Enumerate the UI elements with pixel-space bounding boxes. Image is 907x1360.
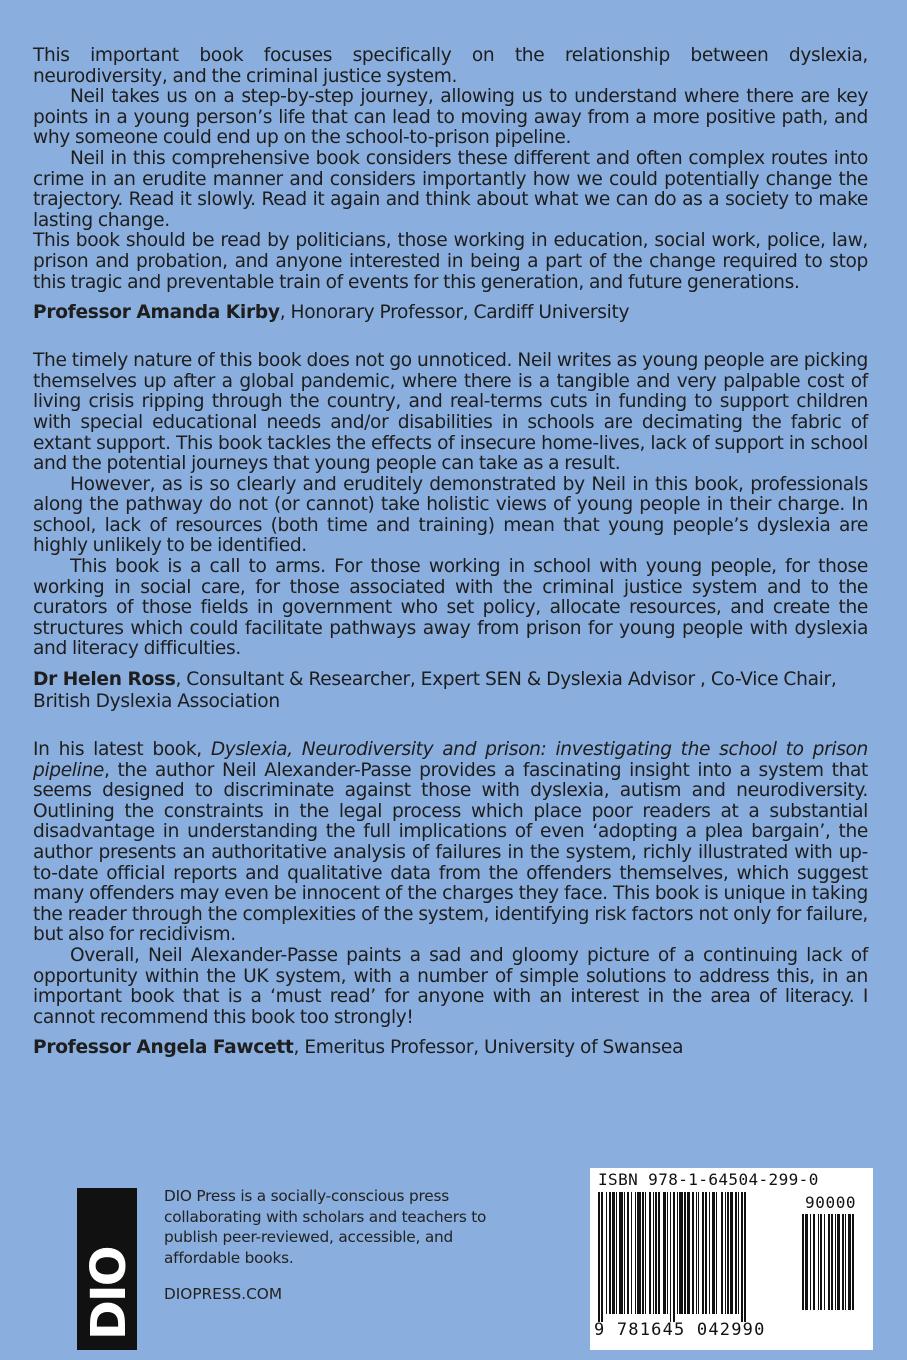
barcode-bar bbox=[696, 1192, 697, 1314]
ean-barcode-bars bbox=[598, 1192, 798, 1322]
barcode-bar bbox=[848, 1214, 851, 1310]
barcode-bar bbox=[842, 1214, 844, 1310]
barcode-bar bbox=[598, 1192, 600, 1322]
barcode-bar bbox=[810, 1214, 811, 1310]
review-3-intro: In his latest book, bbox=[33, 739, 211, 761]
barcode-bar bbox=[609, 1192, 611, 1314]
barcode-bar bbox=[677, 1192, 678, 1314]
review-1-paragraph-2: Neil takes us on a step-by-step journey, allowing us to understand where there are key points in a young person’s life that can lead to moving away from a more positive path, and why someone could end up on the school-to-prison pipeline. bbox=[33, 86, 868, 149]
barcode-bar bbox=[684, 1192, 686, 1314]
barcode-bar bbox=[642, 1192, 644, 1314]
barcode-bar bbox=[637, 1192, 641, 1314]
barcode-bar bbox=[670, 1192, 671, 1322]
barcode-bar bbox=[616, 1192, 617, 1314]
barcode-bar bbox=[716, 1192, 717, 1314]
review-1-role: , Honorary Professor, Cardiff University bbox=[279, 302, 630, 324]
barcode-bar bbox=[692, 1192, 694, 1314]
barcode-bar bbox=[687, 1192, 690, 1314]
review-1-author: Professor Amanda Kirby bbox=[33, 302, 280, 324]
barcode-bar bbox=[645, 1192, 646, 1314]
barcode-bar bbox=[705, 1192, 707, 1314]
barcode-bar bbox=[612, 1192, 615, 1314]
isbn-label: ISBN 978-1-64504-299-0 bbox=[598, 1170, 819, 1189]
review-1-paragraph-4: This book should be read by politicians, those working in education, social work, police, law, prison and probation, and anyone interested in being a part of the change required to stop this tragic and preventable train of events for this generation, and future generations. bbox=[33, 230, 868, 293]
review-1-paragraph-3: Neil in this comprehensive book considers these different and often complex routes into crime in an erudite manner and considers importantly how we could potentially change the trajectory. Read it slowly. Read it again and think about what we can do as a society to make lasting change. bbox=[33, 147, 868, 231]
barcode-bar bbox=[828, 1214, 830, 1310]
barcode bbox=[590, 1168, 873, 1350]
ean-digits: 9 781645 042990 bbox=[594, 1320, 766, 1340]
barcode-bar bbox=[698, 1192, 699, 1314]
barcode-bar bbox=[601, 1192, 603, 1322]
barcode-bar bbox=[725, 1192, 726, 1314]
review-2-role: , Consultant & Researcher, Expert SEN & Dyslexia Advisor , Co-Vice Chair, British Dyslexia Association bbox=[33, 669, 837, 713]
review-2-attribution bbox=[33, 669, 868, 713]
barcode-bar bbox=[741, 1192, 743, 1322]
review-2-author: Dr Helen Ross bbox=[33, 669, 176, 691]
barcode-bar bbox=[624, 1192, 625, 1314]
review-3-role: , Emeritus Professor, University of Swansea bbox=[293, 1037, 684, 1059]
barcode-bar bbox=[702, 1192, 704, 1314]
review-2-paragraph-1: The timely nature of this book does not go unnoticed. Neil writes as young people are picking themselves up after a global pandemic, where there is a tangible and very palpable cost of living crisis ripping through the country, and real-terms cuts in funding to support children with special educational needs and/or disabilities in schools are decimating the fabric of extant support. This book tackles the effects of insecure home-lives, lack of support in school and the potential journeys that young people can take as a result. bbox=[33, 350, 868, 475]
addon-barcode-bars bbox=[802, 1214, 868, 1318]
review-1-paragraph-1: This important book focuses specifically on the relationship between dyslexia, neurodiversity, and the criminal justice system. bbox=[33, 45, 868, 87]
barcode-bar bbox=[738, 1192, 739, 1314]
barcode-bar bbox=[619, 1192, 623, 1314]
barcode-bar bbox=[667, 1192, 668, 1314]
barcode-bar bbox=[673, 1192, 675, 1322]
barcode-bar bbox=[805, 1214, 808, 1310]
spacer bbox=[33, 713, 868, 740]
publisher-url: DIOPRESS.COM bbox=[164, 1285, 283, 1303]
barcode-bar bbox=[649, 1192, 651, 1314]
barcode-bar bbox=[824, 1214, 825, 1310]
barcode-bar bbox=[730, 1192, 733, 1314]
barcode-bar bbox=[831, 1214, 833, 1310]
book-title: Dyslexia, Neurodiversity and prison: investigating the school to prison pipeline bbox=[33, 739, 868, 781]
dio-logo-text: DIO bbox=[81, 1247, 137, 1340]
barcode-bar bbox=[727, 1192, 729, 1314]
review-3-body: , the author Neil Alexander-Passe provides a fascinating insight into a system that seems designed to discriminate against those with dyslexia, autism and neurodiversity. Outlining the constraints in the legal process which place poor readers at a substantial disadvantage in understanding the full implications of even ‘adopting a plea bargain’, the author presents an authoritative analysis of failures in the system, richly illustrated with up-to-date official reports and qualitative data from the offenders themselves, which suggest many offenders may even be innocent of the charges they face. This book is unique in taking the reader through the complexities of the system, identifying risk factors not only for failure, but also for recidivism. bbox=[33, 759, 868, 946]
review-3-author: Professor Angela Fawcett bbox=[33, 1037, 294, 1059]
back-cover-text bbox=[33, 46, 868, 1059]
barcode-bar bbox=[802, 1214, 804, 1310]
barcode-bar bbox=[653, 1192, 654, 1314]
addon-digits: 90000 bbox=[805, 1193, 857, 1212]
barcode-bar bbox=[837, 1214, 840, 1310]
barcode-bar bbox=[735, 1192, 737, 1314]
barcode-bar bbox=[820, 1214, 822, 1310]
barcode-bar bbox=[679, 1192, 683, 1314]
barcode-bar bbox=[712, 1192, 715, 1314]
barcode-bar bbox=[721, 1192, 723, 1314]
barcode-bar bbox=[658, 1192, 660, 1314]
review-2-paragraph-3: This book is a call to arms. For those working in school with young people, for those working in social care, for those associated with the criminal justice system and to the curators of those fields in government who set policy, allocate resources, and create the structures which could facilitate pathways away from prison for young people with dyslexia and literacy difficulties. bbox=[33, 556, 868, 660]
review-3-paragraph-2: Overall, Neil Alexander-Passe paints a sad and gloomy picture of a continuing lack of opportunity within the UK system, with a number of simple solutions to address this, in an important book that is a ‘must read’ for anyone with an interest in the area of literacy. I cannot recommend this book too strongly! bbox=[33, 944, 868, 1028]
review-2-paragraph-2: However, as is so clearly and eruditely demonstrated by Neil in this book, professionals along the pathway do not (or cannot) take holistic views of young people in their charge. In school, lack of resources (both time and training) mean that young people’s dyslexia are highly unlikely to be identified. bbox=[33, 473, 868, 557]
barcode-bar bbox=[655, 1192, 657, 1314]
review-1-attribution bbox=[33, 302, 868, 324]
barcode-bar bbox=[635, 1192, 636, 1314]
review-3-attribution bbox=[33, 1037, 868, 1059]
barcode-bar bbox=[852, 1214, 854, 1310]
barcode-bar bbox=[709, 1192, 710, 1314]
publisher-blurb: DIO Press is a socially-conscious press collaborating with scholars and teachers to publish peer-reviewed, accessible, and affordable books. bbox=[164, 1187, 487, 1267]
barcode-bar bbox=[631, 1192, 632, 1314]
barcode-bar bbox=[818, 1214, 819, 1310]
barcode-bar bbox=[835, 1214, 836, 1310]
barcode-bar bbox=[627, 1192, 629, 1314]
review-3-paragraph-1 bbox=[33, 740, 868, 946]
barcode-bar bbox=[845, 1214, 846, 1310]
barcode-bar bbox=[813, 1214, 815, 1310]
barcode-bar bbox=[663, 1192, 666, 1314]
dio-logo bbox=[77, 1188, 137, 1350]
barcode-bar bbox=[606, 1192, 607, 1314]
spacer bbox=[33, 324, 868, 351]
barcode-bar bbox=[744, 1192, 746, 1322]
